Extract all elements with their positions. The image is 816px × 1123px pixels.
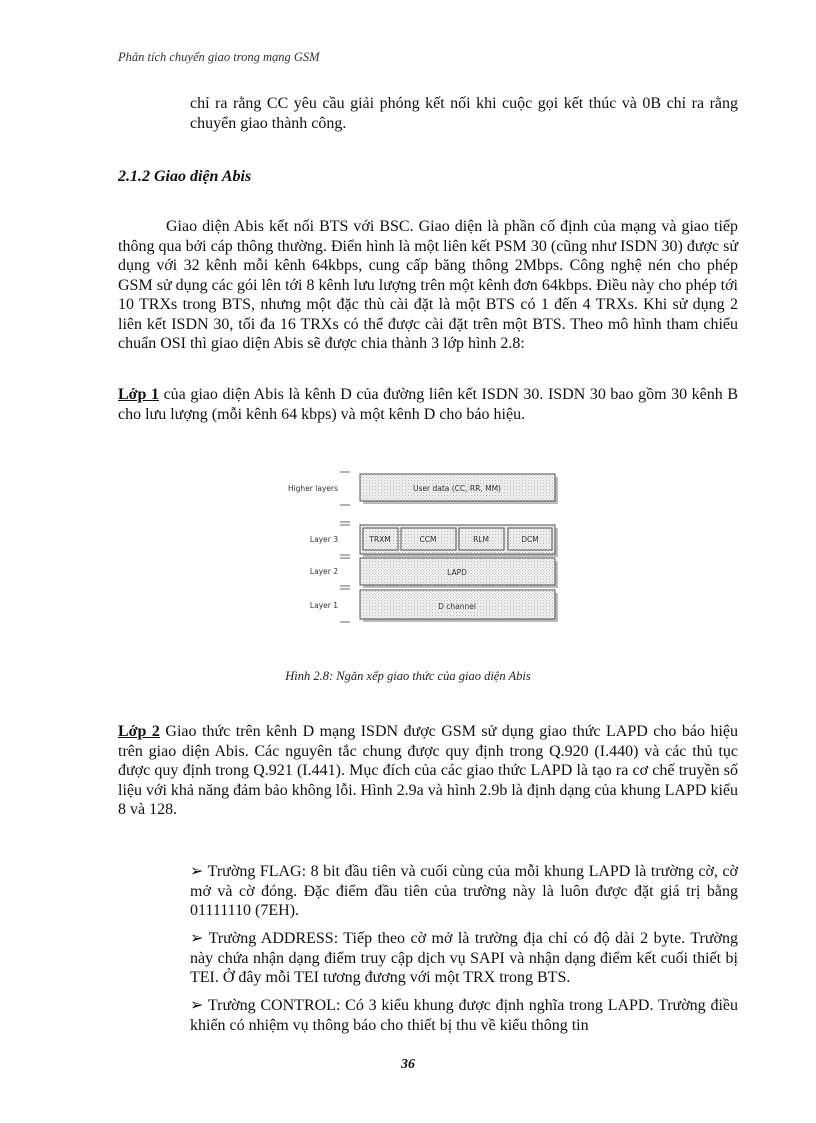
section-heading: 2.1.2 Giao diện Abis — [118, 168, 252, 185]
layer2-paragraph — [118, 722, 738, 820]
label-layer2: Layer 2 — [309, 567, 338, 576]
svg-text:DCM: DCM — [521, 535, 539, 544]
layer-tick-marks — [340, 472, 350, 622]
running-header: Phân tích chuyển giao trong mạng GSM — [118, 50, 320, 64]
svg-text:RLM: RLM — [473, 535, 489, 544]
intro-paragraph: chỉ ra rằng CC yêu cầu giải phóng kết nối khi cuộc gọi kết thúc và 0B chỉ ra rằng chuyển giao thành công. — [190, 95, 738, 132]
bullet-control: ➢ Trường CONTROL: Có 3 kiểu khung được định nghĩa trong LAPD. Trường điều khiển có nhiệm vụ thông báo cho thiết bị thu về kiểu thông tin — [190, 997, 738, 1034]
layer2-text: Giao thức trên kênh D mạng ISDN được GSM sử dụng giao thức LAPD cho báo hiệu trên giao diện Abis. Các nguyên tắc chung được quy định trong Q.920 (I.440) và các thủ tục được quy định trong Q.921 (I.441). Mục đích của các giao thức LAPD là tạo ra cơ chế truyền số liệu với khả năng đảm bảo không lỗi. Hình 2.9a và hình 2.9b là định dạng của khung LAPD kiểu 8 và 128. — [118, 723, 738, 818]
arrow-bullet-icon: ➢ — [190, 930, 204, 947]
layer1-label: Lớp 1 — [118, 386, 159, 403]
layer1-text: của giao diện Abis là kênh D của đường liên kết ISDN 30. ISDN 30 bao gồm 30 kênh B cho lưu lượng (mỗi kênh 64 kbps) và một kênh D cho báo hiệu. — [118, 386, 738, 423]
box-dcm — [508, 528, 552, 550]
box-user-data — [360, 474, 558, 504]
bullet-flag: ➢ Trường FLAG: 8 bit đầu tiên và cuối cùng của mỗi khung LAPD là trường cờ, cờ mở và cờ đóng. Đặc điểm đầu tiên của trường này là luôn được đặt giá trị bằng 01111110 (7EH). — [190, 863, 738, 919]
bullet-address: ➢ Trường ADDRESS: Tiếp theo cờ mở là trường địa chỉ có độ dài 2 byte. Trường này chứa nhận dạng điểm truy cập dịch vụ SAPI và nhận dạng điểm kết cuối thiết bị TEI. Ở đây mỗi TEI tương đương với một TRX trong BTS. — [190, 930, 738, 986]
main-paragraph: Giao diện Abis kết nối BTS với BSC. Giao diện là phần cố định của mạng và giao tiếp thông qua bởi cáp thông thường. Điển hình là một liên kết PSM 30 (cũng như ISDN 30) được sử dụng với 32 kênh mỗi kênh 64kbps, cung cấp băng thông 2Mbps. Công nghệ nén cho phép GSM sử dụng các gói lên tới 8 kênh lưu lượng trên một kênh đơn 64kbps. Điều này cho phép tới 10 TRXs trong BTS, nhưng một đặc thù cài đặt là một BTS có 1 đến 4 TRXs. Khi sử dụng 2 liên kết ISDN 30, tối đa 16 TRXs có thể được cài đặt trên một BTS. Theo mô hình tham chiếu chuẩn OSI thì giao diện Abis sẽ được chia thành 3 lớp hình 2.8: — [118, 218, 738, 352]
label-layer3: Layer 3 — [309, 535, 338, 544]
svg-text:CCM: CCM — [419, 535, 437, 544]
layer2-label: Lớp 2 — [118, 723, 160, 740]
box-ccm — [401, 528, 456, 550]
box-d-channel — [360, 590, 558, 622]
abis-protocol-stack-diagram — [270, 462, 570, 637]
arrow-bullet-icon: ➢ — [190, 863, 204, 880]
svg-text:LAPD: LAPD — [447, 568, 467, 577]
box-trxm — [363, 528, 398, 550]
box-rlm — [459, 528, 504, 550]
label-higher-layers: Higher layers — [287, 484, 338, 493]
svg-text:User data (CC, RR, MM): User data (CC, RR, MM) — [413, 484, 501, 493]
label-layer1: Layer 1 — [309, 601, 338, 610]
layer1-paragraph — [118, 385, 738, 424]
svg-text:D channel: D channel — [438, 602, 476, 611]
svg-text:TRXM: TRXM — [369, 535, 391, 544]
box-lapd — [360, 558, 558, 588]
page-number: 36 — [401, 1057, 415, 1072]
arrow-bullet-icon: ➢ — [190, 997, 204, 1014]
figure-caption: Hình 2.8: Ngăn xếp giao thức của giao diện Abis — [285, 669, 531, 683]
